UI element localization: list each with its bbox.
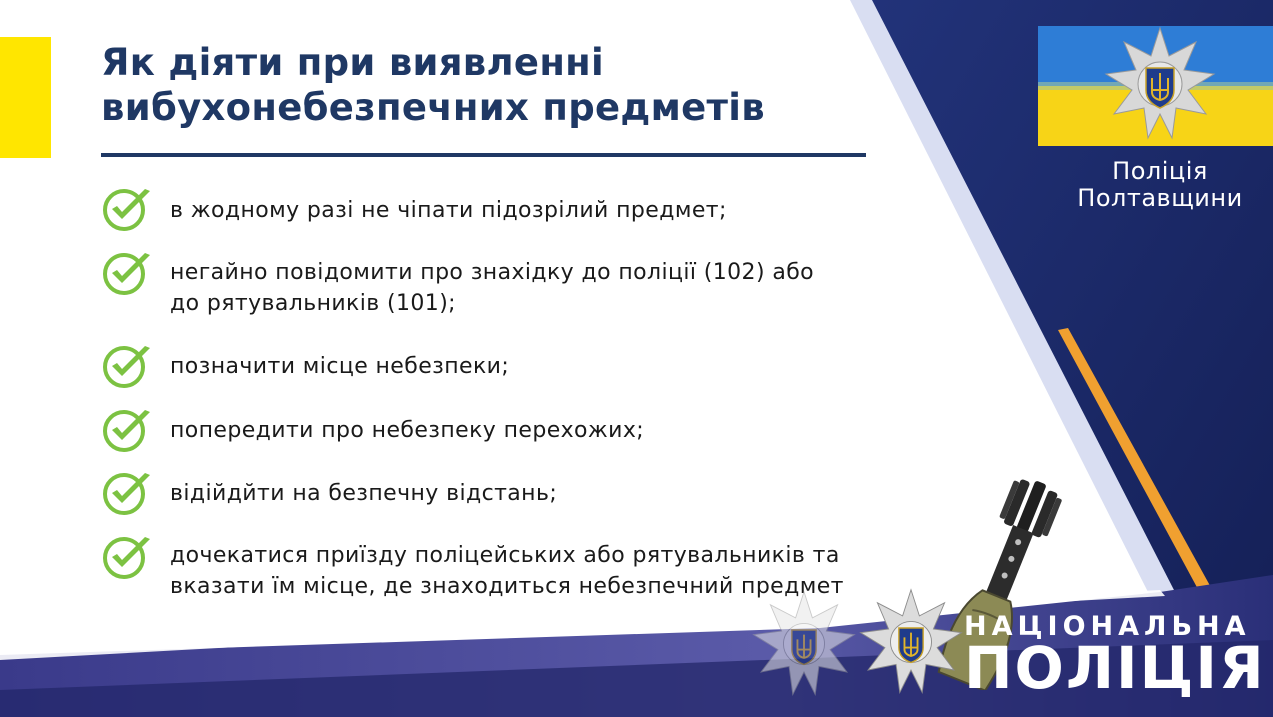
list-item (100, 470, 557, 516)
checkmark-circle-icon (100, 407, 154, 453)
list-item (100, 534, 844, 602)
list-item (100, 343, 509, 389)
title-line-2: вибухонебезпечних предметів (101, 86, 765, 129)
flag-emblem (1038, 26, 1273, 146)
list-item-text: дочекатися приїзду поліцейських або рятувальників та вказати їм місце, де знаходиться небезпечний предмет (170, 543, 844, 599)
checkmark-circle-icon (100, 470, 154, 516)
wordmark-line-2: ПОЛІЦІЯ (964, 634, 1266, 702)
list-item-text: попередити про небезпеку перехожих; (170, 418, 645, 443)
wordmark-line-1: НАЦІОНАЛЬНА (964, 611, 1251, 642)
list-item-text: негайно повідомити про знахідку до поліції (102) або до рятувальників (101); (170, 260, 815, 316)
organization-name (1060, 158, 1260, 212)
police-star-emblem-icon (855, 586, 967, 698)
checkmark-circle-icon (100, 186, 154, 232)
list-item-text: позначити місце небезпеки; (170, 354, 510, 379)
list-item (100, 186, 727, 232)
org-line-1: Поліція (1112, 157, 1208, 185)
list-item (100, 407, 644, 453)
list-item (100, 250, 814, 319)
list-item-text: відійдйти на безпечну відстань; (170, 481, 558, 506)
list-item-text: в жодному разі не чіпати підозрілий предмет; (170, 198, 727, 223)
checkmark-circle-icon (100, 534, 154, 580)
accent-bar (0, 37, 51, 158)
title-line-1: Як діяти при виявленні (101, 41, 605, 84)
checkmark-circle-icon (100, 250, 154, 296)
police-wordmark (964, 611, 1266, 702)
org-line-2: Полтавщини (1077, 184, 1243, 212)
checkmark-circle-icon (100, 343, 154, 389)
police-star-emblem-icon (748, 588, 860, 700)
